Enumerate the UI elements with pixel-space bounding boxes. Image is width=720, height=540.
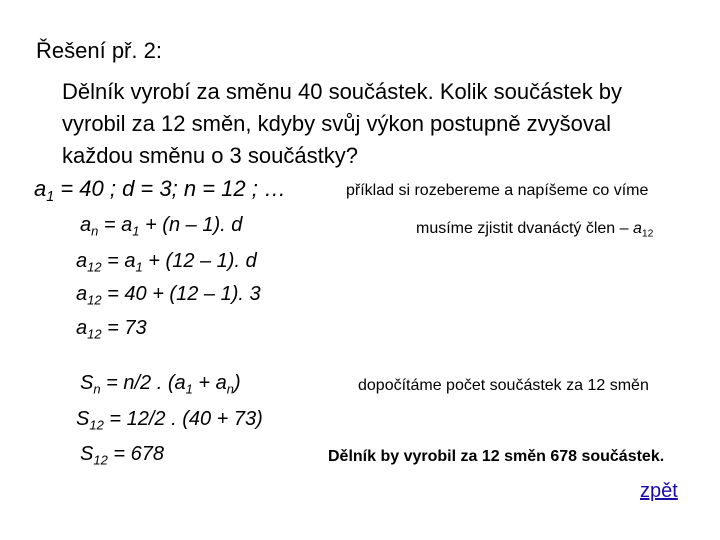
given-values	[34, 176, 286, 205]
formula-var: S	[80, 443, 94, 465]
problem-statement	[62, 76, 622, 172]
formula-text: = 12/2 . (40 + 73)	[103, 408, 263, 430]
problem-line-2: vyrobil za 12 směn, kdyby svůj výkon postupně zvyšoval	[62, 111, 612, 136]
formula-nth-term	[80, 214, 242, 237]
sum-note: dopočítáme počet součástek za 12 směn	[358, 377, 649, 394]
formula-sub: n	[91, 223, 99, 239]
given-a-var: a	[34, 176, 47, 201]
formula-text: = 73	[101, 317, 147, 339]
formula-sub: 12	[87, 292, 102, 308]
solution-heading: Řešení př. 2:	[36, 38, 162, 63]
formula-sub: 12	[87, 259, 102, 275]
formula-sub: 12	[89, 417, 104, 433]
formula-text: + (12 – 1). d	[142, 250, 257, 272]
formula-sub: n	[226, 381, 235, 397]
note-var: a	[632, 220, 642, 237]
formula-var: S	[80, 372, 94, 394]
formula-text: = a	[101, 250, 136, 272]
formula-text: = n/2 . (a	[100, 372, 186, 394]
given-note: příklad si rozebereme a napíšeme co víme	[346, 182, 649, 199]
formula-var: a	[80, 214, 92, 236]
nth-term-note	[416, 220, 653, 238]
formula-var: S	[76, 408, 90, 430]
formula-sum-result	[80, 443, 164, 466]
back-link[interactable]: zpět	[640, 480, 678, 502]
formula-text: + a	[192, 372, 227, 394]
formula-sum-general	[80, 372, 241, 395]
given-a-sub: 1	[46, 189, 55, 205]
formula-text: = 678	[107, 443, 164, 465]
formula-var: a	[76, 317, 88, 339]
note-text: musíme zjistit dvanáctý člen –	[416, 220, 633, 237]
formula-sub: 12	[93, 452, 108, 468]
formula-sub: 1	[185, 381, 193, 397]
formula-text: + (n – 1). d	[139, 214, 243, 236]
problem-line-1: Dělník vyrobí za směnu 40 součástek. Kolik součástek by	[62, 79, 623, 104]
formula-sub: 1	[135, 259, 143, 275]
formula-text: )	[234, 372, 241, 394]
formula-sum-substituted	[76, 408, 263, 431]
given-rest: = 40 ; d = 3; n = 12 ; …	[54, 176, 286, 201]
formula-a12-result	[76, 317, 147, 340]
formula-text: = 40 + (12 – 1). 3	[101, 283, 261, 305]
formula-var: a	[76, 283, 88, 305]
formula-sub: 1	[132, 223, 140, 239]
formula-var: a	[76, 250, 88, 272]
formula-sub: 12	[87, 326, 102, 342]
formula-a12-general	[76, 250, 257, 273]
formula-a12-substituted	[76, 283, 261, 306]
formula-text: = a	[98, 214, 133, 236]
answer-text: Dělník by vyrobil za 12 směn 678 součástek.	[328, 448, 665, 465]
problem-line-3: každou směnu o 3 součástky?	[62, 143, 358, 168]
formula-sub: n	[93, 381, 101, 397]
note-sub: 12	[641, 228, 654, 240]
